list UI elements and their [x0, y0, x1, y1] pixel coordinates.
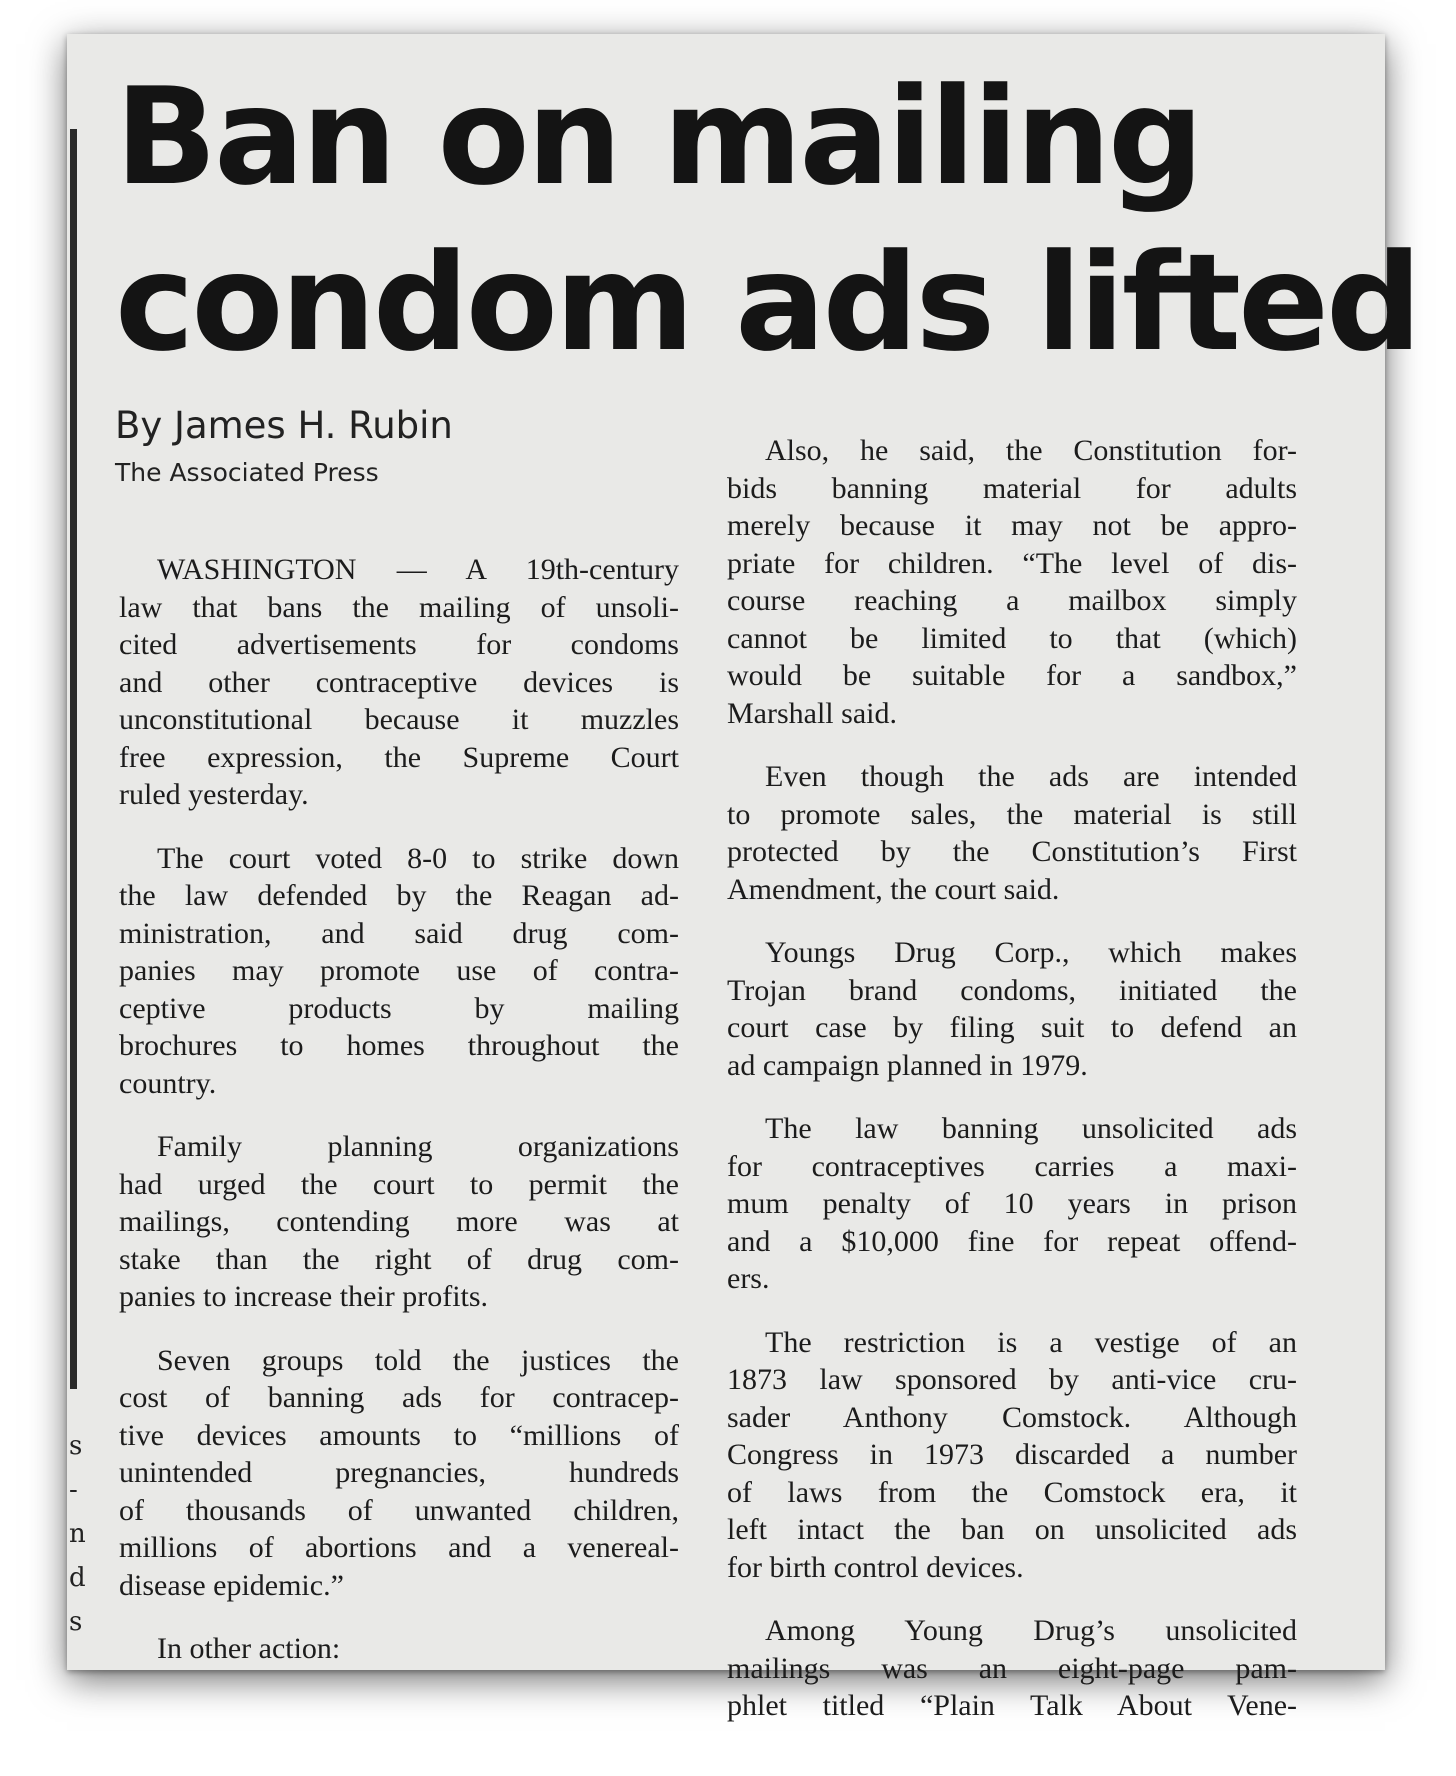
- article-line: brochures to homes throughout the: [119, 1029, 679, 1062]
- article-line: Also, he said, the Constitution for-: [765, 434, 1297, 467]
- article-line: Even though the ads are intended: [765, 760, 1297, 793]
- article-line: disease epidemic.”: [119, 1568, 344, 1602]
- article-line: mailings, contending more was at: [119, 1205, 679, 1238]
- article-line: cited advertisements for condoms: [119, 628, 679, 661]
- article-line: to promote sales, the material is still: [727, 797, 1297, 831]
- article-paragraph: [119, 840, 679, 1103]
- article-line: ministration, and said drug com-: [119, 916, 679, 950]
- article-line: the law defended by the Reagan ad-: [119, 879, 679, 912]
- article-line: Among Young Drug’s unsolicited: [765, 1614, 1297, 1647]
- article-line: phlet titled “Plain Talk About Vene-: [727, 1689, 1297, 1722]
- article-paragraph: [727, 1612, 1297, 1722]
- column-rule: [70, 129, 77, 1389]
- article-line: WASHINGTON — A 19th-century: [157, 553, 679, 586]
- article-line: Congress in 1973 discarded a number: [727, 1438, 1297, 1471]
- article-line: The court voted 8-0 to strike down: [157, 841, 679, 875]
- article-column-right: [727, 432, 1297, 1735]
- article-line: and a $10,000 fine for repeat offend-: [727, 1224, 1297, 1258]
- article-line: unconstitutional because it muzzles: [119, 703, 679, 736]
- article-line: of laws from the Comstock era, it: [727, 1475, 1297, 1509]
- article-line: sader Anthony Comstock. Although: [727, 1400, 1297, 1434]
- article-line: tive devices amounts to “millions of: [119, 1418, 679, 1452]
- newspaper-clipping: [67, 34, 1419, 1722]
- article-paragraph: [119, 1342, 679, 1605]
- article-paragraph: [727, 1324, 1297, 1587]
- article-line: mum penalty of 10 years in prison: [727, 1187, 1297, 1220]
- article-line: ers.: [727, 1262, 770, 1295]
- article-line: The restriction is a vestige of an: [765, 1325, 1297, 1359]
- article-line: priate for children. “The level of dis-: [727, 546, 1297, 580]
- edge-fragment: d: [69, 1563, 86, 1593]
- article-line: protected by the Constitution’s First: [727, 835, 1297, 868]
- headline: [115, 54, 1419, 386]
- article-line: ceptive products by mailing: [119, 991, 679, 1025]
- article-line: would be suitable for a sandbox,”: [727, 659, 1297, 692]
- article-line: left intact the ban on unsolicited ads: [727, 1513, 1297, 1546]
- article-line: free expression, the Supreme Court: [119, 740, 679, 774]
- article-line: for contraceptives carries a maxi-: [727, 1149, 1297, 1183]
- article-line: ruled yesterday.: [119, 778, 309, 811]
- article-line: law that bans the mailing of unsoli-: [119, 590, 679, 624]
- article-line: Youngs Drug Corp., which makes: [765, 936, 1297, 969]
- article-line: country.: [119, 1066, 217, 1100]
- article-line: Marshall said.: [727, 696, 897, 730]
- article-line: ad campaign planned in 1979.: [727, 1048, 1088, 1082]
- article-paragraph: [119, 1630, 679, 1668]
- article-paragraph: [727, 432, 1297, 732]
- article-column-left: [119, 551, 679, 1694]
- article-line: mailings was an eight-page pam-: [727, 1651, 1297, 1685]
- article-line: In other action:: [157, 1632, 341, 1665]
- article-line: stake than the right of drug com-: [119, 1242, 679, 1276]
- article-line: cannot be limited to that (which): [727, 621, 1297, 655]
- article-line: Amendment, the court said.: [727, 872, 1060, 906]
- headline-line: condom ads lifted: [115, 225, 1419, 381]
- article-line: of thousands of unwanted children,: [119, 1493, 679, 1527]
- article-paragraph: [727, 934, 1297, 1084]
- edge-fragment: s: [69, 1607, 83, 1637]
- article-line: The law banning unsolicited ads: [765, 1112, 1297, 1145]
- article-line: court case by filing suit to defend an: [727, 1011, 1297, 1044]
- article-paragraph: [119, 551, 679, 814]
- article-line: panies to increase their profits.: [119, 1280, 489, 1313]
- article-line: millions of abortions and a venereal-: [119, 1531, 679, 1564]
- edge-fragment: s: [69, 1431, 83, 1461]
- article-line: had urged the court to permit the: [119, 1167, 679, 1201]
- article-line: Family planning organizations: [157, 1130, 679, 1163]
- article-line: for birth control devices.: [727, 1550, 1024, 1584]
- article-line: panies may promote use of contra-: [119, 954, 679, 987]
- article-line: cost of banning ads for contracep-: [119, 1381, 679, 1414]
- article-line: course reaching a mailbox simply: [727, 584, 1297, 617]
- article-paragraph: [727, 1110, 1297, 1298]
- article-line: Trojan brand condoms, initiated the: [727, 973, 1297, 1007]
- adjacent-column-fragments: [69, 1424, 86, 1644]
- article-line: and other contraceptive devices is: [119, 665, 679, 699]
- news-agency: The Associated Press: [115, 458, 379, 487]
- edge-fragment: -: [69, 1475, 78, 1505]
- byline: By James H. Rubin: [115, 404, 453, 447]
- article-paragraph: [727, 758, 1297, 908]
- article-line: merely because it may not be appro-: [727, 509, 1297, 542]
- article-line: 1873 law sponsored by anti-vice cru-: [727, 1363, 1297, 1396]
- headline-line: Ban on mailing: [115, 59, 1201, 215]
- article-line: unintended pregnancies, hundreds: [119, 1456, 679, 1489]
- article-line: Seven groups told the justices the: [157, 1343, 679, 1377]
- article-paragraph: [119, 1128, 679, 1316]
- article-line: bids banning material for adults: [727, 471, 1297, 505]
- edge-fragment: n: [69, 1519, 86, 1549]
